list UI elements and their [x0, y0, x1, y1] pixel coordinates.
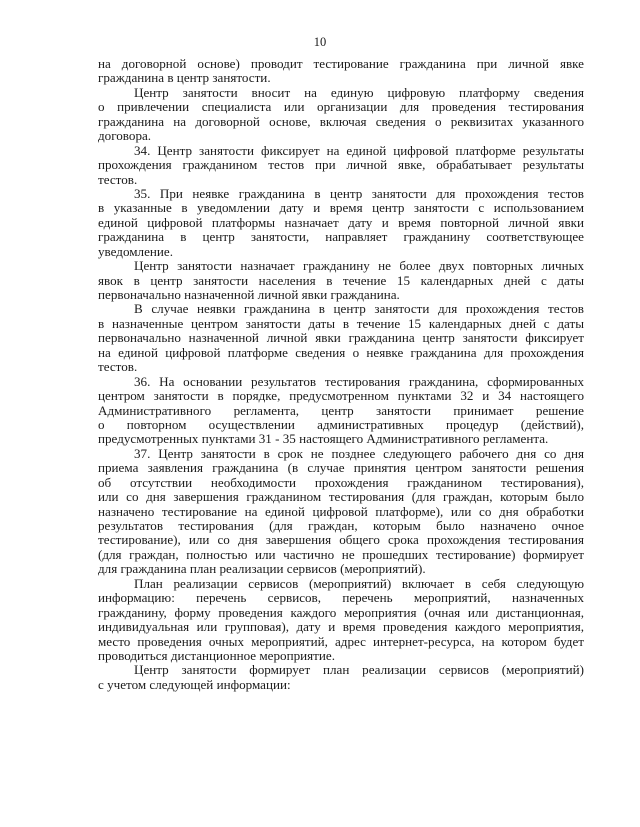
text-line: информацию: перечень сервисов, перечень мероприятий, назначенных [98, 590, 584, 606]
text-line: Центр занятости формирует план реализации сервисов (мероприятий) [134, 662, 584, 678]
text-line: или со дня завершения гражданином тестирования (для граждан, которым было [98, 489, 584, 505]
text-line: с учетом следующей информации: [98, 676, 291, 692]
paragraph [98, 447, 584, 577]
text-line: Административного регламента, центр занятости принимает решение [98, 402, 584, 418]
text-line: о привлечении специалиста или организации для проведения тестирования [98, 99, 584, 115]
text-line: индивидуальная или групповая), дату и время проведения каждого мероприятия, [98, 619, 584, 635]
text-line: в указанные в уведомлении дату и время центр занятости с использованием [98, 200, 584, 216]
paragraph [98, 375, 584, 447]
text-line: Центр занятости вносит на единую цифровую платформу сведения [134, 84, 584, 100]
text-line: прохождения гражданином тестов при личной явке, обрабатывает результаты [98, 157, 584, 173]
paragraph [98, 663, 584, 692]
text-line: 37. Центр занятости в срок не позднее следующего рабочего дня со дня [134, 445, 584, 461]
text-line: о повторном осуществлении административных процедур (действий), [98, 416, 584, 432]
text-line: тестов. [98, 171, 138, 187]
text-line: 36. На основании результатов тестирования гражданина, сформированных [134, 373, 584, 389]
page-number: 10 [313, 35, 327, 49]
text-line: гражданина в центр занятости. [98, 70, 271, 86]
paragraph [98, 259, 584, 302]
paragraph [98, 144, 584, 187]
text-line: место проведения очных мероприятий, адрес интернет-ресурса, на котором будет [98, 633, 584, 649]
text-line: тестирование), или со дня завершения общего срока прохождения тестирования [98, 532, 584, 548]
text-line: приема заявления гражданина (в случае принятия центром занятости решения [98, 460, 584, 476]
paragraph [98, 187, 584, 259]
text-line: гражданина в центр занятости, направляет гражданину соответствующее [98, 229, 584, 245]
text-line: 34. Центр занятости фиксирует на единой цифровой платформе результаты [134, 142, 584, 158]
text-line: первоначально назначенной личной явки гражданина. [98, 287, 400, 302]
text-line: на договорной основе) проводит тестирование гражданина при личной явке [98, 56, 584, 71]
text-line: об отсутствии необходимости прохождения гражданином тестирования), [98, 474, 584, 490]
text-line: первоначально назначенной личной явки гражданина центр занятости фиксирует [98, 330, 584, 346]
text-line: единой цифровой платформы назначает дату и время повторной личной явки [98, 214, 584, 230]
paragraph [98, 57, 584, 86]
text-line: на единой цифровой платформе сведения о неявке гражданина для прохождения [98, 344, 584, 360]
document-body [98, 57, 584, 692]
text-line: (для граждан, полностью или частично не прошедших тестирование) формирует [98, 546, 584, 562]
text-line: гражданина на договорной основе, включая сведения о реквизитах указанного [98, 113, 584, 129]
text-line: тестов. [98, 359, 138, 375]
text-line: результатов тестирования (для граждан, которым было назначено очное [98, 518, 584, 533]
text-line: договора. [98, 128, 152, 144]
text-line: План реализации сервисов (мероприятий) включает в себя следующую [134, 575, 584, 591]
paragraph [98, 302, 584, 374]
text-line: уведомление. [98, 243, 173, 259]
text-line: предусмотренных пунктами 31 - 35 настоящего Административного регламента. [98, 431, 549, 447]
text-line: проводиться дистанционное мероприятие. [98, 647, 335, 663]
text-line: назначено тестирование на единой цифровой платформе), или со дня обработки [98, 503, 584, 519]
text-line: 35. При неявке гражданина в центр занятости для прохождения тестов [134, 185, 584, 201]
paragraph [98, 86, 584, 144]
text-line: гражданину, форму проведения каждого мероприятия (очная или дистанционная, [98, 604, 584, 620]
paragraph [98, 577, 584, 664]
text-line: центром занятости в порядке, предусмотренном пунктами 32 и 34 настоящего [98, 388, 584, 404]
text-line: Центр занятости назначает гражданину не более двух повторных личных [134, 258, 584, 274]
text-line: В случае неявки гражданина в центр занятости для прохождения тестов [134, 301, 584, 317]
text-line: явок в центр занятости населения в течение 15 календарных дней с даты [98, 272, 584, 288]
text-line: в назначенные центром занятости даты в течение 15 календарных дней с даты [98, 315, 584, 331]
text-line: для гражданина план реализации сервисов (мероприятий). [98, 561, 426, 577]
